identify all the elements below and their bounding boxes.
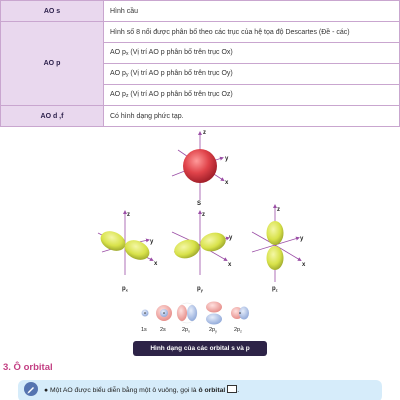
section-title: 3. Ô orbital <box>3 362 53 373</box>
px-orbital <box>97 212 158 293</box>
figure-caption: Hình dạng của các orbital s và p <box>133 341 267 356</box>
row-label: AO d ,f <box>1 106 104 127</box>
y-label: y <box>229 235 233 241</box>
label-2px: $2p_x$ <box>182 327 190 334</box>
orbital-row-small <box>141 302 249 334</box>
orbital-2py-lobe <box>206 302 222 313</box>
z-label: z <box>127 212 130 218</box>
label-2s: 2s <box>160 327 166 333</box>
row-value: AO $p_y$ (Vị trí AO p phân bố trên trục Oy) <box>104 64 400 85</box>
orbital-2py-lobe <box>206 314 222 325</box>
y-label: y <box>150 239 154 245</box>
x-label: x <box>302 262 306 268</box>
table-row <box>1 1 400 22</box>
bullet-text: ● Một AO được biểu diễn bằng một ô vuông, gọi là ô orbital . <box>44 387 240 394</box>
pz-lobe <box>267 246 284 270</box>
py-lobe <box>198 230 228 254</box>
orbital-box-icon <box>227 385 237 393</box>
x-label: x <box>225 180 229 186</box>
nucleus-dot <box>144 312 146 314</box>
orbital-shape-table <box>0 0 400 127</box>
row-label: AO s <box>1 1 104 22</box>
nucleus-dot <box>163 312 165 314</box>
s-label: S <box>197 201 202 207</box>
nucleus-dot <box>239 312 241 314</box>
y-label: y <box>300 236 304 242</box>
row-value: AO $p_x$ (Vị trí AO p phân bố trên trục Ox) <box>104 43 400 64</box>
py-lobe <box>172 237 202 261</box>
row-value: Hình số 8 nổi được phân bố theo các trục của hệ tọa độ Descartes (Đề - các) <box>104 22 400 43</box>
px-lobe <box>97 227 128 254</box>
pencil-icon <box>24 382 38 396</box>
py-label: $p_y$ <box>197 286 203 293</box>
table-row <box>1 22 400 43</box>
label-2py: $2p_y$ <box>209 327 217 334</box>
orbital-shapes-figure <box>0 118 400 338</box>
row-value: Hình cầu <box>104 1 400 22</box>
row-value: Có hình dạng phức tạp. <box>104 106 400 127</box>
s-sphere <box>183 149 217 183</box>
pz-label: $p_z$ <box>272 286 278 293</box>
pz-lobe <box>267 221 284 245</box>
label-2pz: $2p_z$ <box>234 327 242 334</box>
orbital-2px-lobe <box>187 305 197 321</box>
px-lobe <box>121 236 152 263</box>
pz-orbital <box>252 206 306 293</box>
row-value: AO $p_z$ (Vị trí AO p phân bố trên trục Oz) <box>104 85 400 106</box>
s-orbital <box>172 130 229 207</box>
row-label: AO p <box>1 22 104 106</box>
orbital-2px-lobe <box>177 305 187 321</box>
z-label: z <box>203 130 206 136</box>
z-label: z <box>277 207 280 213</box>
y-label: y <box>225 156 229 162</box>
label-1s: 1s <box>141 327 147 333</box>
x-label: x <box>228 262 232 268</box>
z-label: z <box>202 212 205 218</box>
x-label: x <box>154 261 158 267</box>
py-orbital <box>172 212 233 293</box>
px-label: $p_x$ <box>122 286 128 293</box>
